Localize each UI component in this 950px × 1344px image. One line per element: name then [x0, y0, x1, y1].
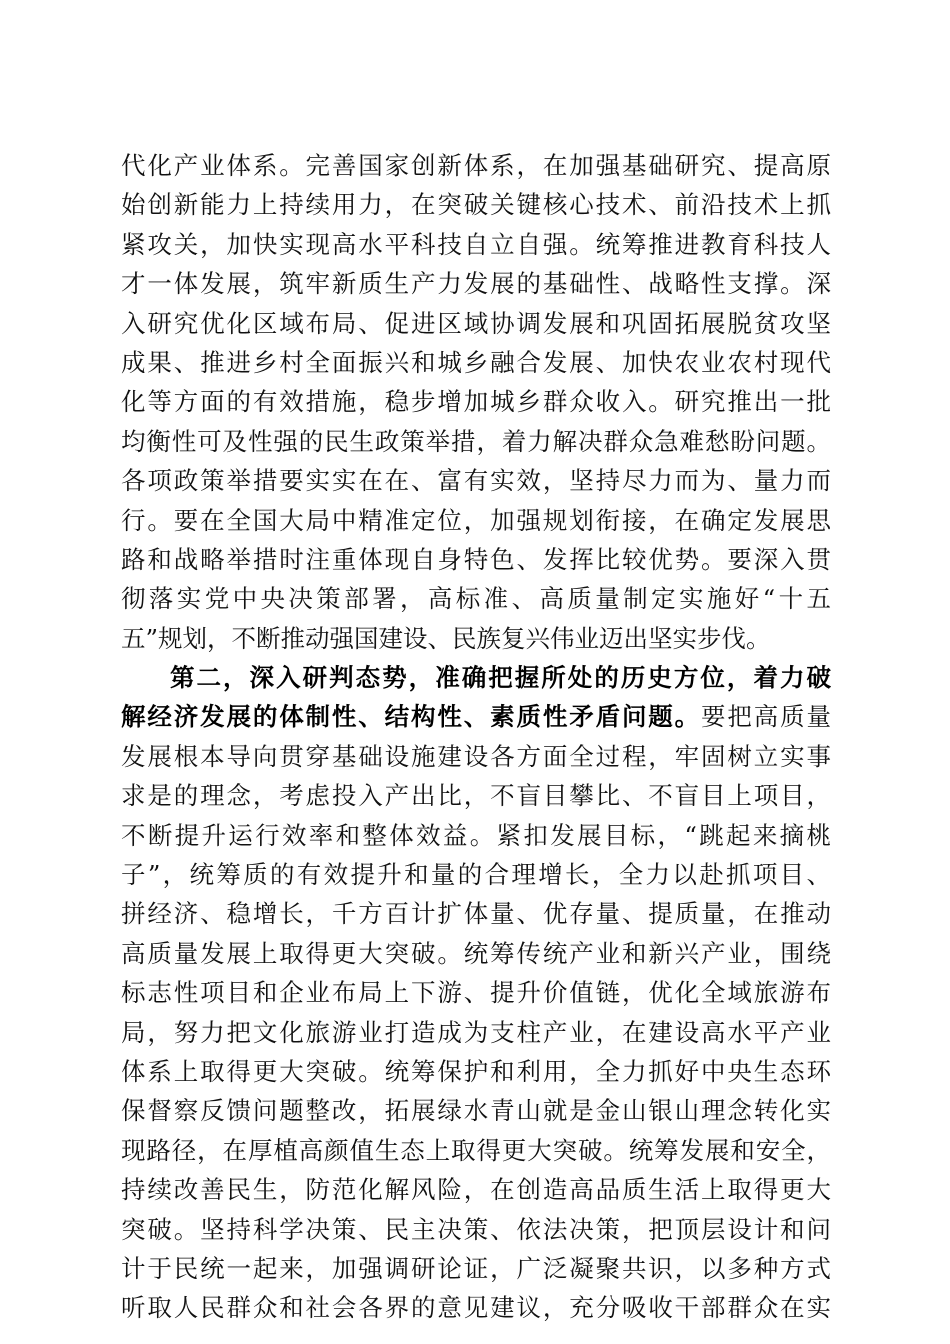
text-line: 化等方面的有效措施，稳步增加城乡群众收入。研究推出一批 [121, 387, 831, 417]
text-line: 持续改善民生，防范化解风险，在创造高品质生活上取得更大 [121, 1175, 831, 1205]
text-line: 现路径，在厚植高颜值生态上取得更大突破。统筹发展和安全， [121, 1135, 831, 1165]
text-line: 体系上取得更大突破。统筹保护和利用，全力抓好中央生态环 [121, 1056, 831, 1086]
text-line: 发展根本导向贯穿基础设施建设各方面全过程，牢固树立实事 [121, 741, 831, 771]
text-line: 才一体发展，筑牢新质生产力发展的基础性、战略性支撑。深 [121, 269, 831, 299]
paragraph-2 [121, 658, 831, 1328]
text-line: 紧攻关，加快实现高水平科技自立自强。统筹推进教育科技人 [121, 229, 831, 259]
text-line: 局，努力把文化旅游业打造成为支柱产业，在建设高水平产业 [121, 1017, 831, 1047]
text-line: 听取人民群众和社会各界的意见建议，充分吸收干部群众在实 [121, 1293, 831, 1323]
text-line: 成果、推进乡村全面振兴和城乡融合发展、加快农业农村现代 [121, 347, 831, 377]
text-line: 入研究优化区域布局、促进区域协调发展和巩固拓展脱贫攻坚 [121, 308, 831, 338]
section-heading-text: 解经济发展的体制性、结构性、素质性矛盾问题。 [121, 702, 702, 732]
text-line: 标志性项目和企业布局上下游、提升价值链，优化全域旅游布 [121, 978, 831, 1008]
text-line: 彻落实党中央决策部署，高标准、高质量制定实施好“十五 [121, 584, 831, 614]
text-line: 行。要在全国大局中精准定位，加强规划衔接，在确定发展思 [121, 505, 831, 535]
text-line: 不断提升运行效率和整体效益。紧扣发展目标，“跳起来摘桃 [121, 820, 831, 850]
text-line: 均衡性可及性强的民生政策举措，着力解决群众急难愁盼问题。 [121, 426, 831, 456]
text-line: 五”规划，不断推动强国建设、民族复兴伟业迈出坚实步伐。 [121, 623, 771, 653]
text-line: 拼经济、稳增长，千方百计扩体量、优存量、提质量，在推动 [121, 899, 831, 929]
text-line: 路和战略举措时注重体现自身特色、发挥比较优势。要深入贯 [121, 544, 831, 574]
text-line: 高质量发展上取得更大突破。统筹传统产业和新兴产业，围绕 [121, 938, 831, 968]
text-line: 计于民统一起来，加强调研论证，广泛凝聚共识，以多种方式 [121, 1253, 831, 1283]
body-text-segment: 要把高质量 [701, 702, 832, 732]
text-line: 代化产业体系。完善国家创新体系，在加强基础研究、提高原 [121, 151, 831, 180]
paragraph-1 [121, 146, 831, 658]
text-line: 突破。坚持科学决策、民主决策、依法决策，把顶层设计和问 [121, 1214, 831, 1244]
text-line: 始创新能力上持续用力，在突破关键核心技术、前沿技术上抓 [121, 190, 831, 220]
body-text [121, 146, 831, 1328]
text-line: 子”，统筹质的有效提升和量的合理增长，全力以赴抓项目、 [121, 860, 831, 890]
text-line: 各项政策举措要实实在在、富有实效，坚持尽力而为、量力而 [121, 466, 831, 496]
section-heading-line [121, 697, 831, 736]
section-heading-line: 第二，深入研判态势，准确把握所处的历史方位，着力破 [170, 663, 831, 693]
text-line: 保督察反馈问题整改，拓展绿水青山就是金山银山理念转化实 [121, 1096, 831, 1126]
text-line: 求是的理念，考虑投入产出比，不盲目攀比、不盲目上项目， [121, 781, 831, 811]
